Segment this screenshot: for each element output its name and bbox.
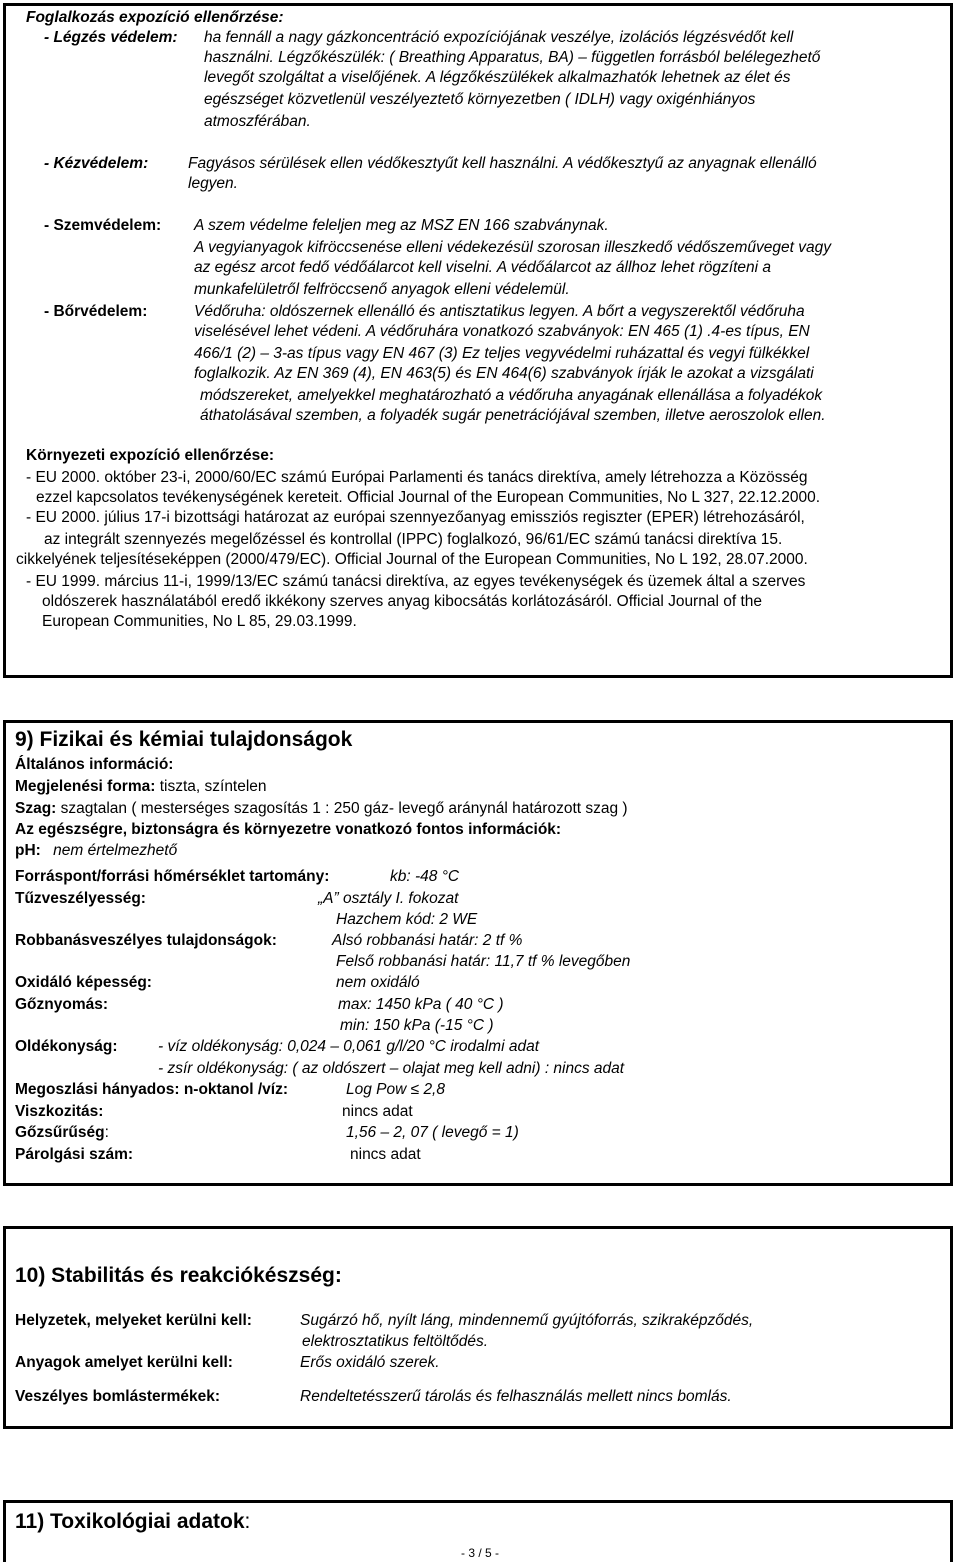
env-line-2: ezzel kapcsolatos tevékenységének kereteit. Official Journal of the European Communities, No L 327, 22.12.2000.: [36, 489, 821, 506]
eye-protection-line-1: A szem védelme feleljen meg az MSZ EN 166 szabványnak.: [194, 217, 609, 234]
skin-protection-line-3: 466/1 (2) – 3-as típus vagy EN 467 (3) Ez teljes vegyvédelmi ruházattal és vegyi fülkékkel: [194, 345, 810, 362]
avoid-conditions-line-1: Sugárzó hő, nyílt láng, mindennemű gyújtóforrás, szikraképződés,: [300, 1312, 754, 1329]
section-11-title: 11) Toxikológiai adatok: [15, 1510, 245, 1533]
respiratory-line-5: atmoszférában.: [204, 113, 311, 130]
flammability-value-2: Hazchem kód: 2 WE: [336, 911, 478, 928]
appearance-row: [15, 777, 267, 797]
boiling-point-label: Forráspont/forrási hőmérséklet tartomány:: [15, 868, 330, 885]
vapor-density-colon: :: [104, 1124, 109, 1141]
section-9-title: 9) Fizikai és kémiai tulajdonságok: [15, 728, 353, 751]
section-10-box: [3, 1226, 953, 1429]
eye-protection-line-3: az egész arcot fedő védőálarcot kell viselni. A védőálarcot az állhoz lehet rögzíteni a: [194, 259, 771, 276]
respiratory-line-1: ha fennáll a nagy gázkoncentráció expozíciójának veszélye, izolációs légzésvédőt kell: [204, 29, 794, 46]
viscosity-label: Viszkozitás:: [15, 1103, 104, 1120]
section-9-box: [3, 720, 953, 1186]
section-8-box: [3, 3, 953, 678]
avoid-materials-value: Erős oxidáló szerek.: [300, 1354, 440, 1371]
skin-protection-line-2: viselésével lehet védeni. A védőruhára vonatkozó szabványok: EN 465 (1) .4-es típus, EN: [194, 323, 810, 340]
oxidizing-label: Oxidáló képesség:: [15, 974, 152, 991]
odor-value: szagtalan ( mesterséges szagosítás 1 : 250 gáz- levegő aránynál határozott szag ): [60, 800, 628, 817]
hand-protection-label: - Kézvédelem:: [44, 155, 149, 172]
partition-label: Megoszlási hányados: n-oktanol /víz:: [15, 1081, 289, 1098]
skin-protection-label: - Bőrvédelem:: [44, 303, 148, 320]
odor-row: [15, 799, 628, 819]
skin-protection-line-1: Védőruha: oldószernek ellenálló és antisztatikus legyen. A bőrt a vegyszerektől védőruha: [194, 303, 805, 320]
avoid-conditions-line-2: elektrosztatikus feltöltődés.: [302, 1333, 489, 1350]
health-info-label: Az egészségre, biztonságra és környezetre vonatkozó fontos információk:: [15, 821, 562, 838]
appearance-label: Megjelenési forma:: [15, 778, 156, 795]
env-line-7: oldószerek használatából eredő ikkékony szerves anyag kibocsátás korlátozásáról. Official Journal of the: [42, 593, 762, 610]
vapor-density-row: [15, 1123, 109, 1143]
env-line-1: - EU 2000. október 23-i, 2000/60/EC számú Európai Parlamenti és tanács direktíva, amely létrehozza a Közösség: [26, 469, 808, 486]
section-11-colon: :: [244, 1510, 251, 1533]
explosive-value-1: Alsó robbanási határ: 2 tf %: [332, 932, 523, 949]
environmental-exposure-title: Környezeti expozíció ellenőrzése:: [26, 447, 275, 464]
skin-protection-line-6: áthatolásával szemben, a folyadék sugár penetrációjával szemben, illetve aeroszolok ellen.: [200, 407, 826, 424]
respiratory-line-4: egészséget közvetlenül veszélyeztető környezetben ( IDLH) vagy oxigénhiányos: [204, 91, 756, 108]
eye-protection-line-2: A vegyianyagok kifröccsenése elleni védekezésül szorosan illeszkedő védőszeműveget vagy: [194, 239, 831, 256]
page-number: - 3 / 5 -: [460, 1546, 499, 1560]
vapor-pressure-label: Gőznyomás:: [15, 996, 109, 1013]
respiratory-line-2: használni. Légzőkészülék: ( Breathing Apparatus, BA) – független forrásból belélegezhető: [204, 49, 821, 66]
skin-protection-line-5: módszereket, amelyekkel meghatározható a védőruha anyagának ellenállása a folyadékok: [200, 387, 823, 404]
eye-protection-label: - Szemvédelem:: [44, 217, 162, 234]
solubility-fat: - zsír oldékonyság: ( az oldószert – olajat meg kell adni) : nincs adat: [158, 1060, 625, 1077]
hand-protection-line-2: legyen.: [188, 175, 238, 192]
odor-label: Szag:: [15, 800, 57, 817]
decomposition-label: Veszélyes bomlástermékek:: [15, 1388, 221, 1405]
flammability-label: Tűzveszélyesség:: [15, 890, 146, 907]
section-10-title: 10) Stabilitás és reakciókészség:: [15, 1264, 342, 1287]
vapor-pressure-max: max: 1450 kPa ( 40 °C ): [338, 996, 504, 1013]
occupational-exposure-title: Foglalkozás expozíció ellenőrzése:: [26, 9, 284, 26]
vapor-density-value: 1,56 – 2, 07 ( levegő = 1): [346, 1124, 519, 1141]
env-line-8: European Communities, No L 85, 29.03.1999.: [42, 613, 357, 630]
ph-row: [15, 841, 177, 861]
appearance-value: tiszta, színtelen: [159, 778, 267, 795]
skin-protection-line-4: foglalkozik. Az EN 369 (4), EN 463(5) és EN 464(6) szabványok írják le azokat a vizsgálati: [194, 365, 814, 382]
respiratory-label: - Légzés védelem:: [44, 29, 178, 46]
respiratory-line-3: levegőt szolgáltat a viselőjének. A légzőkészülékek alkalmazhatók lehetnek az élet és: [204, 69, 791, 86]
flammability-value-1: „A” osztály I. fokozat: [318, 890, 459, 907]
ph-label: pH:: [15, 842, 41, 859]
explosive-label: Robbanásveszélyes tulajdonságok:: [15, 932, 277, 949]
hand-protection-line-1: Fagyásos sérülések ellen védőkesztyűt kell használni. A védőkesztyű az anyagnak ellenálló: [188, 155, 817, 172]
explosive-value-2: Felső robbanási határ: 11,7 tf % levegőben: [336, 953, 631, 970]
evaporation-value: nincs adat: [350, 1146, 421, 1163]
env-line-3: - EU 2000. július 17-i bizottsági határozat az európai szennyezőanyag emissziós regiszter (EPER) létrehozásáról,: [26, 509, 805, 526]
env-line-6: - EU 1999. március 11-i, 1999/13/EC számú tanácsi direktíva, az egyes tevékenységek és üzemek által a szerves: [26, 573, 806, 590]
partition-value: Log Pow ≤ 2,8: [346, 1081, 445, 1098]
vapor-pressure-min: min: 150 kPa (-15 °C ): [340, 1017, 494, 1034]
boiling-point-value: kb: -48 °C: [390, 868, 460, 885]
evaporation-label: Párolgási szám:: [15, 1146, 134, 1163]
vapor-density-label: Gőzsűrűség: [15, 1124, 105, 1141]
env-line-5: cikkelyének teljesítéseképpen (2000/479/EC). Official Journal of the European Communities, No L 192, 28.07.2000.: [16, 551, 808, 568]
env-line-4: az integrált szennyezés megelőzéssel és kontrollal (IPPC) foglalkozó, 96/61/EC számú tanácsi direktíva 15.: [44, 531, 783, 548]
oxidizing-value: nem oxidáló: [336, 974, 420, 991]
decomposition-value: Rendeltetésszerű tárolás és felhasználás mellett nincs bomlás.: [300, 1388, 732, 1405]
general-info-label: Általános információ:: [15, 756, 174, 773]
solubility-water: - víz oldékonyság: 0,024 – 0,061 g/l/20 °C irodalmi adat: [158, 1038, 540, 1055]
section-11-title-row: [15, 1509, 250, 1535]
solubility-label: Oldékonyság:: [15, 1038, 118, 1055]
avoid-materials-label: Anyagok amelyet kerülni kell:: [15, 1354, 233, 1371]
ph-value: nem értelmezhető: [53, 842, 178, 859]
eye-protection-line-4: munkafelületről felfröccsenő anyagok elleni védelemül.: [194, 281, 570, 298]
avoid-conditions-label: Helyzetek, melyeket kerülni kell:: [15, 1312, 252, 1329]
viscosity-value: nincs adat: [342, 1103, 413, 1120]
